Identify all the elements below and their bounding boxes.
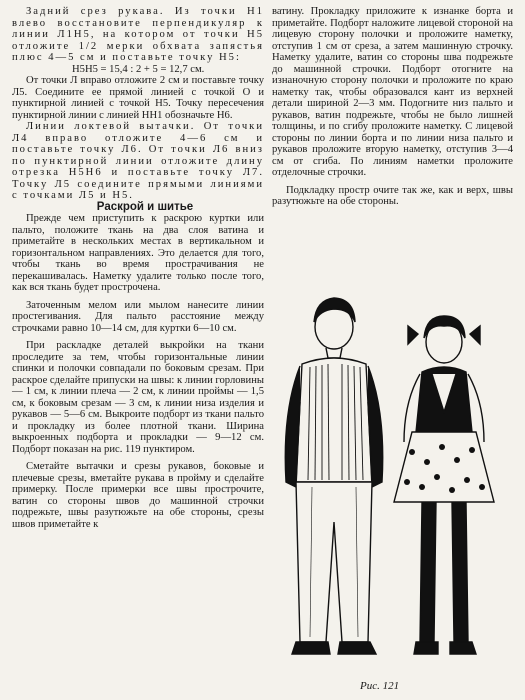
paragraph-elbow-dart: Линии локтевой вытачки. От точки Л4 вправо отложите 4—6 см и поставьте точку Л6. От точки Л6 вниз по пунктирной линии отложите длину отрезка Н5Н6 и поставьте точку Л7. Точку Л5 соедините прямыми линиями с точками Л5 и Н5. [12,121,264,201]
paragraph-point-l: От точки Л вправо отложите 2 см и поставьте точку Л5. Соедините ее прямой линией с точкой О и пунктирной линией с точкой Н5. Точку пересечения пунктирной линии с линией НН1 обозначьте Н6. [12,75,264,121]
figure-caption: Рис. 121 [360,680,400,692]
paragraph-facing: ватину. Прокладку приложите к изнанке борта и приметайте. Подборт наложите лицевой стороной на лицевую сторону полочки и проложите наметку, отступив 1 см от среза, а затем машинную строчку. Наметку удалите, ватин со стороны шва подрежьте до машинной строчки. Подборт отогните на изнаночную сторону полочки и проложите по краю наметку так, чтобы образовался кант из верхней детали шириной 2—3 мм. Подогните низ пальто и рукавов, ватин подрежьте, чтобы не было лишней толщины, и по сгибу проложите наметку. С лицевой стороны по линии борта и по линии низа пальто и рукавов проложите вторую наметку, отступив 3—4 см от сгиба. По линиям наметки проложите отделочные строчки. [272,6,513,178]
paragraph-before-cutting: Прежде чем приступить к раскрою куртки или пальто, положите ткань на два слоя ватина и приметайте в нескольких местах в вертикальном и горизонтальном направлениях. Это делается для того, чтобы ткань во время прострачивания не перекашивалась. Наметку удалите только после того, как вся ткань будет прострочена. [12,213,264,293]
paragraph-layout: При раскладке деталей выкройки на ткани проследите за тем, чтобы горизонтальные линии спинки и полочки совпадали по боковым срезам. При раскрое сделайте припуски на швы: к линии горловины — 1 см, к линии плеча — 2 см, к линии проймы — 1,5 см, к боковым срезам — 3 см, к линии низа изделия и рукавов — 5—6 см. Выкроите подборт из ткани пальто и прокладку из более плотной ткани. Ширина выкроенных подборта и прокладки — 9—12 см. Подборт показан на рис. 119 пунктиром. [12,340,264,455]
boy-figure [285,298,382,654]
right-column [272,6,513,208]
paragraph-quilting-lines: Заточенным мелом или мылом нанесите линии простегивания. Для пальто расстояние между строчками равно 10—14 см, для куртки 6—10 см. [12,299,264,334]
paragraph-lining: Подкладку простр очите так же, как и верх, швы разутюжьте на обе стороны. [272,184,513,207]
paragraph-basting: Сметайте вытачки и срезы рукавов, боковые и плечевые срезы, вметайте рукава в пройму и сделайте примерку. После примерки все швы прострочите, ватин со стороны швов до машинной строчки подрежьте, швы разутюжьте на обе стороны, срезы швов приметайте к [12,461,264,530]
children-illustration [272,282,513,674]
left-column [12,6,264,530]
formula: Н5Н5 = 15,4 : 2 + 5 = 12,7 см. [72,63,205,75]
girl-figure [394,316,494,654]
section-heading: Раскрой и шитье [96,200,194,213]
paragraph-sleeve-back-cut: Задний срез рукава. Из точки Н1 влево восстановите перпендикуляр к линии Л1Н5, на котором от точки Н5 отложите 1/2 мерки обхвата запястья плюс 4—5 см и поставьте точку Н5: [12,6,264,63]
